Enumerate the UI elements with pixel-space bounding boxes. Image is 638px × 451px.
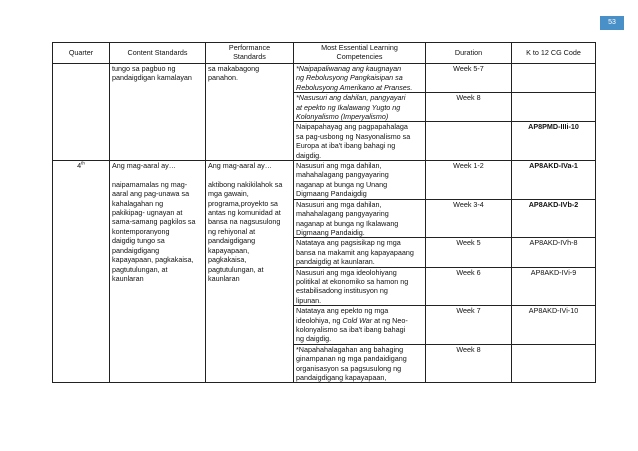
text-line: estabilisadong institusyon ng <box>296 286 388 296</box>
text-line: Natataya ang pagsisikap ng mga <box>296 238 401 248</box>
text-line: naipamamalas ng mag- <box>112 179 188 189</box>
content-standards-cell <box>110 64 206 161</box>
content-standards-cell <box>110 161 206 383</box>
text-line: ng daigdig. <box>296 334 332 344</box>
duration-cell <box>426 122 512 161</box>
text-line: Nasusuri ang mga ideolohiyang <box>296 267 397 277</box>
text-line: *Naipapaliwanag ang kaugnayan <box>296 64 402 73</box>
text-line: Digmaang Pandaigdig <box>296 189 367 199</box>
text-line: kolonyalismo sa iba't ibang bahagi <box>296 324 406 334</box>
curriculum-table <box>52 42 596 383</box>
melc-cell <box>294 161 426 200</box>
duration-cell: Week 7 <box>426 306 512 345</box>
header-content-standards: Content Standards <box>110 43 206 64</box>
text-line: ginampanan ng mga pandaidigang <box>296 354 407 364</box>
melc-cell <box>294 199 426 238</box>
cg-code-cell <box>512 344 596 383</box>
text-line: ideolohiya, ng Cold War at ng Neo- <box>296 315 408 325</box>
duration-cell: Week 8 <box>426 344 512 383</box>
cg-code-cell: AP8PMD-IIIi-10 <box>512 122 596 161</box>
text-line: kontemporanyong <box>112 226 170 236</box>
text-line: pakikipag- ugnayan at <box>112 208 183 218</box>
text-line: kahalagahan ng <box>112 198 164 208</box>
text-line: ng Rebolusyong Pangkaisipan sa <box>296 73 403 83</box>
melc-cell <box>294 306 426 345</box>
duration-cell: Week 6 <box>426 267 512 306</box>
cg-code-cell: AP8AKD-IVb-2 <box>512 199 596 238</box>
cg-code-cell: AP8AKD-IVi-9 <box>512 267 596 306</box>
page-header <box>0 0 638 38</box>
text-line: kaunlaran <box>208 273 240 283</box>
text-line: naganap at bunga ng Unang <box>296 179 388 189</box>
table-row <box>53 161 596 200</box>
text-line: bansa na nagsusulong <box>208 217 281 227</box>
performance-standards-title: Ang mag-aaral ay… <box>208 161 272 171</box>
text-line: mga gawain, <box>208 189 249 199</box>
text-line: kapayapaan, pagkakaisa, <box>112 255 194 265</box>
text-line: aktibong nakikilahok sa <box>208 179 283 189</box>
text-line: daigdig tungo sa <box>112 236 165 246</box>
melc-cell <box>294 344 426 383</box>
text-line: lipunan. <box>296 295 322 305</box>
header-performance-standards: Performance Standards <box>206 43 294 64</box>
text-line: Nasusuri ang mga dahilan, <box>296 199 382 209</box>
cg-code-cell: AP8AKD-IVh-8 <box>512 238 596 267</box>
text-line: daigdig. <box>296 150 322 160</box>
header-duration: Duration <box>426 43 512 64</box>
duration-cell: Week 8 <box>426 93 512 122</box>
text-line: *Napahahalagahan ang bahaging <box>296 344 404 354</box>
duration-cell: Week 5 <box>426 238 512 267</box>
header-quarter: Quarter <box>53 43 110 64</box>
quarter-cell <box>53 161 110 383</box>
quarter-number: 4 <box>77 161 82 171</box>
text-line: ng rehiyonal at <box>208 226 256 236</box>
text-line: Rebolusyong Amerikano at Pranses. <box>296 82 413 92</box>
text-line: pagkakaisa, <box>208 255 247 265</box>
header-cg-code: K to 12 CG Code <box>512 43 596 64</box>
cg-code-cell: AP8AKD-IVi-10 <box>512 306 596 345</box>
text-line: pagtutulungan, at <box>112 264 168 274</box>
header-row <box>53 43 596 64</box>
text-line: Naipapahayag ang pagpapahalaga <box>296 122 408 132</box>
text-line: pagtutulungan, at <box>208 264 264 274</box>
text-line: panahon. <box>208 73 238 83</box>
cg-code-cell: AP8AKD-IVa-1 <box>512 161 596 200</box>
text-line: Nasusuri ang mga dahilan, <box>296 161 382 171</box>
text-line: Europa at iba't ibang bahagi ng <box>296 141 396 151</box>
text-line: antas ng komunidad at <box>208 208 281 218</box>
text-line: tungo sa pagbuo ng <box>112 64 176 73</box>
header-melc: Most Essential Learning Competencies <box>294 43 426 64</box>
page-number: 53 <box>600 16 624 30</box>
text-line: Kolonyalismo (Imperyalismo) <box>296 112 389 122</box>
melc-cell <box>294 267 426 306</box>
quarter-cell <box>53 64 110 161</box>
duration-cell: Week 3-4 <box>426 199 512 238</box>
text-line: sa makabagong <box>208 64 260 73</box>
text-line: sama-samang pagkilos sa <box>112 217 196 227</box>
text-line: naganap at bunga ng Ikalawang <box>296 218 399 228</box>
quarter-suffix: th <box>81 160 85 166</box>
text-line: aaral ang pag-unawa sa <box>112 189 190 199</box>
text-line: pandaigdigan kamalayan <box>112 73 192 83</box>
text-line: Natataya ang epekto ng mga <box>296 306 389 316</box>
cg-code-cell <box>512 64 596 93</box>
text-line: pandaigdigang <box>112 245 160 255</box>
header-bar <box>0 0 638 36</box>
text-line: organisasyon sa pagsusulong ng <box>296 363 402 373</box>
performance-standards-cell <box>206 161 294 383</box>
text-line: kapayapaan, <box>208 245 250 255</box>
duration-cell: Week 5-7 <box>426 64 512 93</box>
melc-cell <box>294 122 426 161</box>
text-line: programa,proyekto sa <box>208 198 278 208</box>
text-line: kaunlaran <box>112 273 144 283</box>
table-row <box>53 64 596 93</box>
performance-standards-cell <box>206 64 294 161</box>
text-line: pandaigdigang <box>208 236 256 246</box>
text-line: bansa na makamit ang kapayapaang <box>296 247 414 257</box>
text-line: at epekto ng Ikalawang Yugto ng <box>296 102 401 112</box>
duration-cell: Week 1-2 <box>426 161 512 200</box>
content-standards-title: Ang mag-aaral ay… <box>112 161 176 171</box>
text-line: mahahalagang pangyayaring <box>296 170 389 180</box>
text-line: *Nasusuri ang dahilan, pangyayari <box>296 93 406 103</box>
text-line: sa pag-usbong ng Nasyonalismo sa <box>296 131 411 141</box>
text-line: Digmaang Pandaidig. <box>296 227 365 237</box>
melc-cell <box>294 64 426 93</box>
melc-cell <box>294 238 426 267</box>
text-line: pandaigdig at kaunlaran. <box>296 257 375 267</box>
cg-code-cell <box>512 93 596 122</box>
text-line: mahahalagang pangyayaring <box>296 209 389 219</box>
melc-cell <box>294 93 426 122</box>
text-line: politikal at ekonomiko sa hamon ng <box>296 276 409 286</box>
text-line: pandaigdigang kapayapaan, <box>296 373 387 382</box>
